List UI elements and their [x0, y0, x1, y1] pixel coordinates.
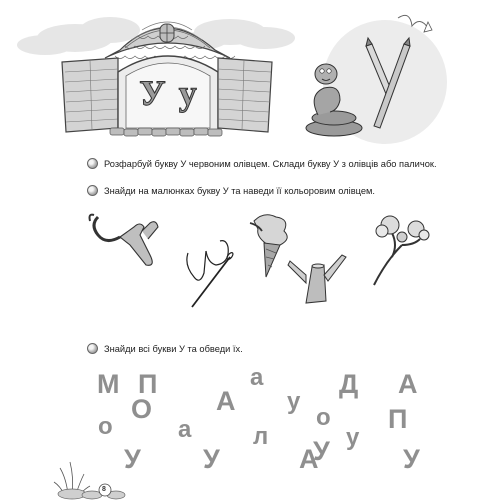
page-number: 8 [102, 486, 106, 493]
puzzle-letter[interactable]: М [97, 369, 120, 399]
puzzle-letter[interactable]: А [216, 386, 236, 416]
puzzle-letter[interactable]: у [287, 388, 301, 415]
grass-stones-decoration [50, 448, 130, 500]
puzzle-letter[interactable]: У [203, 444, 220, 474]
page-corner-decoration [50, 448, 130, 500]
task-1-text: Розфарбуй букву У червоним олівцем. Склади букву У з олівців або паличок. [104, 158, 437, 169]
puzzle-letter[interactable]: У [403, 444, 420, 474]
puzzle-letter[interactable]: у [346, 424, 360, 451]
puzzle-letter[interactable]: Д [339, 369, 359, 399]
task-3-text: Знайди всі букви У та обведи їх. [104, 343, 243, 354]
task-2-text: Знайди на малюнках букву У та наведи її кольоровим олівцем. [104, 185, 376, 196]
puzzle-letter[interactable]: П [138, 369, 158, 399]
puzzle-letter[interactable]: а [178, 416, 192, 443]
puzzle-letter[interactable]: А [299, 444, 319, 474]
puzzle-letter[interactable]: о [98, 413, 113, 440]
window-letters: У у [139, 73, 199, 113]
puzzle-letter[interactable]: л [253, 423, 269, 450]
puzzle-letter[interactable]: о [316, 404, 331, 431]
puzzle-letter[interactable]: У [313, 436, 330, 466]
puzzle-letter[interactable]: О [131, 394, 153, 424]
stones [58, 489, 125, 499]
puzzle-letter[interactable]: У [124, 444, 141, 474]
puzzle-letter[interactable]: а [250, 364, 264, 391]
puzzle-letter[interactable]: А [398, 369, 418, 399]
puzzle-letter[interactable]: П [388, 404, 408, 434]
